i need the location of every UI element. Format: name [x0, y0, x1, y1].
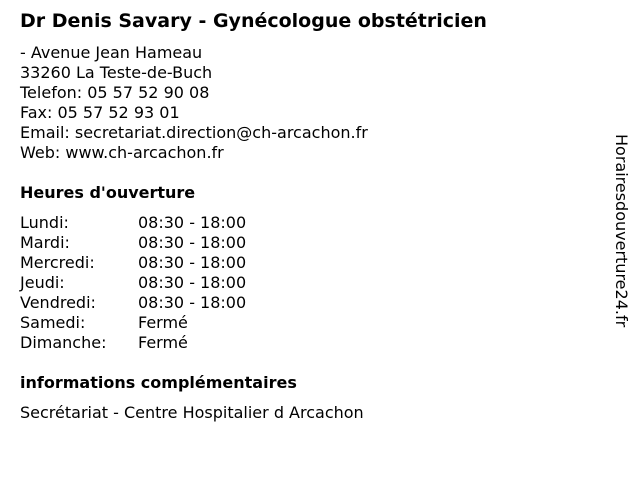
- hours-day: Dimanche:: [20, 333, 107, 352]
- email-address: Email: secretariat.direction@ch-arcachon.fr: [20, 123, 368, 142]
- address-city: 33260 La Teste-de-Buch: [20, 63, 213, 82]
- additional-info-heading: informations complémentaires: [20, 373, 297, 392]
- hours-row: [20, 233, 246, 253]
- hours-row: [20, 293, 246, 313]
- hours-day: Mercredi:: [20, 253, 95, 272]
- hours-row: [20, 333, 246, 353]
- fax-number: Fax: 05 57 52 93 01: [20, 103, 180, 122]
- hours-day: Jeudi:: [20, 273, 65, 292]
- contact-block: [20, 43, 368, 163]
- hours-day: Lundi:: [20, 213, 69, 232]
- hours-time: Fermé: [138, 313, 188, 332]
- hours-time: 08:30 - 18:00: [138, 273, 247, 292]
- hours-time: 08:30 - 18:00: [138, 233, 247, 252]
- address-street: - Avenue Jean Hameau: [20, 43, 203, 62]
- opening-hours-heading: Heures d'ouverture: [20, 183, 196, 202]
- website-url: Web: www.ch-arcachon.fr: [20, 143, 224, 162]
- opening-hours-table: [20, 213, 246, 353]
- hours-row: [20, 273, 246, 293]
- hours-time: 08:30 - 18:00: [138, 293, 247, 312]
- hours-time: 08:30 - 18:00: [138, 213, 247, 232]
- hours-row: [20, 213, 246, 233]
- hours-row: [20, 253, 246, 273]
- hours-day: Mardi:: [20, 233, 70, 252]
- hours-day: Vendredi:: [20, 293, 96, 312]
- page-title: Dr Denis Savary - Gynécologue obstétricien: [20, 10, 487, 32]
- hours-time: 08:30 - 18:00: [138, 253, 247, 272]
- hours-row: [20, 313, 246, 333]
- watermark-text: Horairesdouverture24.fr: [612, 134, 631, 328]
- hours-day: Samedi:: [20, 313, 86, 332]
- additional-info-text: Secrétariat - Centre Hospitalier d Arcachon: [20, 403, 364, 422]
- hours-time: Fermé: [138, 333, 188, 352]
- phone-number: Telefon: 05 57 52 90 08: [20, 83, 210, 102]
